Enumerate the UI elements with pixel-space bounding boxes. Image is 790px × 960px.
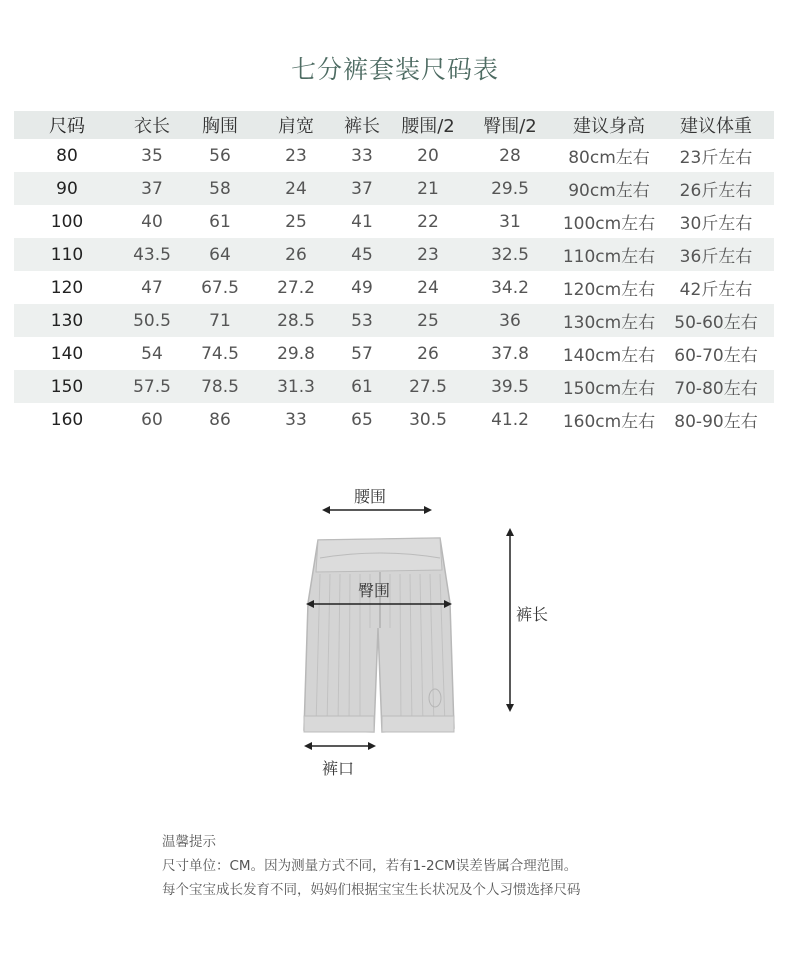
table-header-row xyxy=(14,111,774,139)
table-cell: 35 xyxy=(141,145,163,166)
table-cell: 64 xyxy=(209,244,231,265)
size-table xyxy=(14,111,774,436)
table-cell: 45 xyxy=(351,244,373,265)
table-row xyxy=(14,172,774,205)
length-arrowhead-bottom xyxy=(506,704,514,712)
table-cell: 54 xyxy=(141,343,163,364)
table-cell: 34.2 xyxy=(491,277,529,298)
column-header: 建议体重 xyxy=(680,116,752,137)
table-cell: 67.5 xyxy=(201,277,239,298)
left-cuff xyxy=(304,716,374,732)
size-cell: 90 xyxy=(56,178,78,199)
table-cell: 70-80左右 xyxy=(674,379,758,399)
table-cell: 39.5 xyxy=(491,376,529,397)
table-cell: 50.5 xyxy=(133,310,171,331)
table-cell: 27.2 xyxy=(277,277,315,298)
waist-arrowhead-left xyxy=(322,506,330,514)
table-cell: 31 xyxy=(499,211,521,232)
table-cell: 33 xyxy=(285,409,307,430)
table-cell: 57 xyxy=(351,343,373,364)
table-cell: 140cm左右 xyxy=(562,346,656,366)
table-cell: 110cm左右 xyxy=(562,247,656,267)
table-cell: 56 xyxy=(209,145,231,166)
table-cell: 65 xyxy=(351,409,373,430)
table-row xyxy=(14,238,774,271)
table-cell: 20 xyxy=(417,145,439,166)
table-cell: 31.3 xyxy=(277,376,315,397)
table-cell: 22 xyxy=(417,211,439,232)
table-cell: 25 xyxy=(285,211,307,232)
size-cell: 110 xyxy=(50,244,84,265)
table-cell: 61 xyxy=(351,376,373,397)
length-label: 裤长 xyxy=(516,605,549,624)
table-cell: 36斤左右 xyxy=(679,247,753,267)
table-cell: 60-70左右 xyxy=(674,346,758,366)
column-header: 肩宽 xyxy=(278,116,314,137)
size-cell: 130 xyxy=(50,310,84,331)
notes-heading: 温馨提示 xyxy=(162,834,216,850)
table-cell: 25 xyxy=(417,310,439,331)
table-cell: 23斤左右 xyxy=(679,148,753,168)
hem-arrowhead-left xyxy=(304,742,312,750)
column-header: 胸围 xyxy=(202,116,238,137)
table-cell: 47 xyxy=(141,277,163,298)
table-cell: 58 xyxy=(209,178,231,199)
size-cell: 150 xyxy=(50,376,84,397)
hem-arrowhead-right xyxy=(368,742,376,750)
size-cell: 160 xyxy=(50,409,84,430)
column-header: 衣长 xyxy=(134,116,170,137)
table-cell: 160cm左右 xyxy=(562,412,656,432)
table-cell: 28.5 xyxy=(277,310,315,331)
table-cell: 50-60左右 xyxy=(674,313,758,333)
table-cell: 43.5 xyxy=(133,244,171,265)
table-cell: 74.5 xyxy=(201,343,239,364)
table-cell: 53 xyxy=(351,310,373,331)
table-cell: 37.8 xyxy=(491,343,529,364)
table-cell: 23 xyxy=(285,145,307,166)
table-cell: 23 xyxy=(417,244,439,265)
page-title: 七分裤套装尺码表 xyxy=(290,55,499,84)
notes-line-2: 每个宝宝成长发育不同，妈妈们根据宝宝生长状况及个人习惯选择尺码 xyxy=(162,882,581,898)
table-cell: 24 xyxy=(417,277,439,298)
table-cell: 29.8 xyxy=(277,343,315,364)
table-cell: 37 xyxy=(141,178,163,199)
pants-illustration xyxy=(290,478,570,788)
table-row xyxy=(14,139,774,172)
table-cell: 32.5 xyxy=(491,244,529,265)
hip-label: 臀围 xyxy=(358,581,391,600)
table-row xyxy=(14,337,774,370)
table-cell: 30斤左右 xyxy=(679,214,753,234)
table-cell: 49 xyxy=(351,277,373,298)
column-header: 建议身高 xyxy=(573,116,645,137)
notes xyxy=(162,830,581,902)
table-cell: 78.5 xyxy=(201,376,239,397)
table-cell: 28 xyxy=(499,145,521,166)
waist-label: 腰围 xyxy=(354,487,387,506)
table-cell: 90cm左右 xyxy=(568,181,650,201)
table-cell: 37 xyxy=(351,178,373,199)
table-cell: 29.5 xyxy=(491,178,529,199)
table-cell: 150cm左右 xyxy=(562,379,656,399)
table-cell: 21 xyxy=(417,178,439,199)
table-cell: 100cm左右 xyxy=(562,214,656,234)
table-row xyxy=(14,304,774,337)
table-cell: 60 xyxy=(141,409,163,430)
pants-diagram xyxy=(290,478,570,788)
table-cell: 27.5 xyxy=(409,376,447,397)
size-cell: 100 xyxy=(50,211,84,232)
hem-label: 裤口 xyxy=(322,759,355,778)
size-cell: 120 xyxy=(50,277,84,298)
table-cell: 86 xyxy=(209,409,231,430)
table-cell: 24 xyxy=(285,178,307,199)
table-cell: 40 xyxy=(141,211,163,232)
waistband xyxy=(316,538,442,572)
table-cell: 41.2 xyxy=(491,409,529,430)
column-header: 臀围/2 xyxy=(483,116,537,137)
size-cell: 140 xyxy=(50,343,84,364)
notes-line-1: 尺寸单位：CM。因为测量方式不同，若有1-2CM误差皆属合理范围。 xyxy=(162,858,578,874)
table-cell: 80cm左右 xyxy=(568,148,650,168)
right-cuff xyxy=(382,716,454,732)
table-cell: 80-90左右 xyxy=(674,412,758,432)
table-cell: 120cm左右 xyxy=(562,280,656,300)
column-header: 腰围/2 xyxy=(401,116,455,137)
size-cell: 80 xyxy=(56,145,78,166)
column-header: 裤长 xyxy=(344,116,380,137)
table-cell: 30.5 xyxy=(409,409,447,430)
table-cell: 36 xyxy=(499,310,521,331)
table-row xyxy=(14,271,774,304)
table-cell: 42斤左右 xyxy=(679,280,753,300)
table-cell: 26斤左右 xyxy=(679,181,753,201)
table-cell: 130cm左右 xyxy=(562,313,656,333)
table-cell: 71 xyxy=(209,310,231,331)
waist-arrowhead-right xyxy=(424,506,432,514)
length-arrowhead-top xyxy=(506,528,514,536)
table-cell: 41 xyxy=(351,211,373,232)
table-cell: 26 xyxy=(285,244,307,265)
table-row xyxy=(14,403,774,436)
column-header: 尺码 xyxy=(49,116,85,137)
table-cell: 61 xyxy=(209,211,231,232)
table-cell: 57.5 xyxy=(133,376,171,397)
table-cell: 33 xyxy=(351,145,373,166)
table-cell: 26 xyxy=(417,343,439,364)
table-row xyxy=(14,205,774,238)
table-row xyxy=(14,370,774,403)
